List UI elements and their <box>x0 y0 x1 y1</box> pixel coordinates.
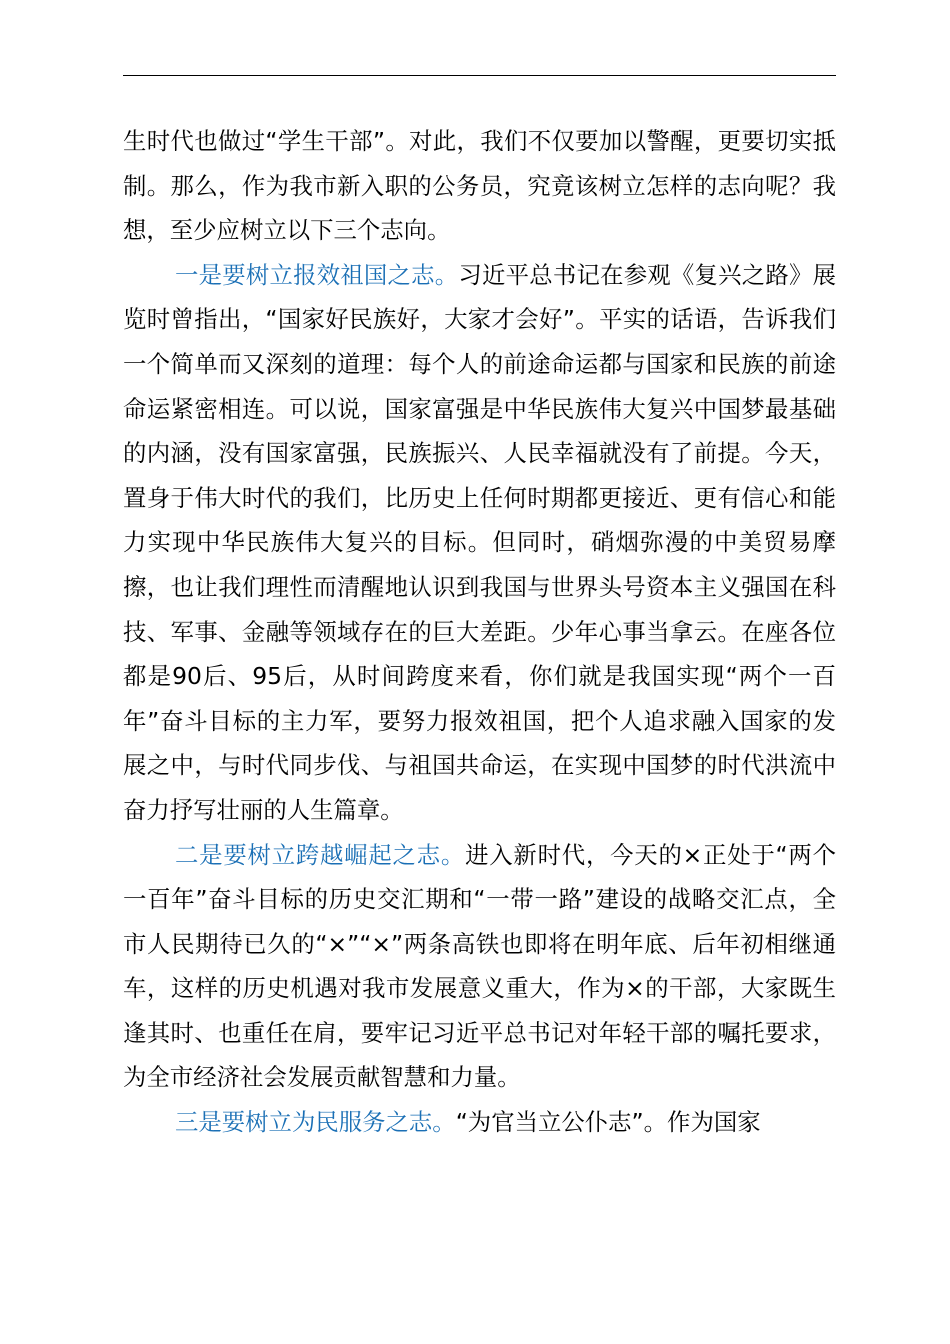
paragraph-text: 生时代也做过“学生干部”。对此，我们不仅要加以警醒，更要切实抵制。那么，作为我市新入职的公务员，究竟该树立怎样的志向呢？我想，至少应树立以下三个志向。 <box>123 127 836 245</box>
paragraph-point-two <box>123 833 836 1101</box>
paragraph-text: 进入新时代，今天的×正处于“两个一百年”奋斗目标的历史交汇期和“一带一路”建设的战略交汇点，全市人民期待已久的“×”“×”两条高铁也即将在明年底、后年初相继通车，这样的历史机遇对我市发展意义重大，作为×的干部，大家既生逢其时、也重任在肩，要牢记习近平总书记对年轻干部的嘱托要求，为全市经济社会发展贡献智慧和力量。 <box>123 840 836 1092</box>
paragraph-heading: 二是要树立跨越崛起之志。 <box>175 840 466 869</box>
paragraph-point-one <box>123 253 836 833</box>
paragraph-continuation <box>123 119 836 253</box>
paragraph-text: “为官当立公仆志”。作为国家 <box>455 1108 761 1137</box>
paragraph-text: 习近平总书记在参观《复兴之路》展览时曾指出，“国家好民族好，大家才会好”。平实的话语，告诉我们一个简单而又深刻的道理：每个人的前途命运都与国家和民族的前途命运紧密相连。可以说，国家富强是中华民族伟大复兴中国梦最基础的内涵，没有国家富强，民族振兴、人民幸福就没有了前提。今天，置身于伟大时代的我们，比历史上任何时期都更接近、更有信心和能力实现中华民族伟大复兴的目标。但同时，硝烟弥漫的中美贸易摩擦，也让我们理性而清醒地认识到我国与世界头号资本主义强国在科技、军事、金融等领域存在的巨大差距。少年心事当拿云。在座各位都是90后、95后，从时间跨度来看，你们就是我国实现“两个一百年”奋斗目标的主力军，要努力报效祖国，把个人追求融入国家的发展之中，与时代同步伐、与祖国共命运，在实现中国梦的时代洪流中奋力抒写壮丽的人生篇章。 <box>123 260 837 824</box>
paragraph-point-three <box>123 1100 836 1145</box>
header-rule <box>123 75 836 76</box>
document-body <box>123 119 836 1145</box>
paragraph-heading: 三是要树立为民服务之志。 <box>175 1108 456 1137</box>
paragraph-heading: 一是要树立报效祖国之志。 <box>175 260 459 289</box>
